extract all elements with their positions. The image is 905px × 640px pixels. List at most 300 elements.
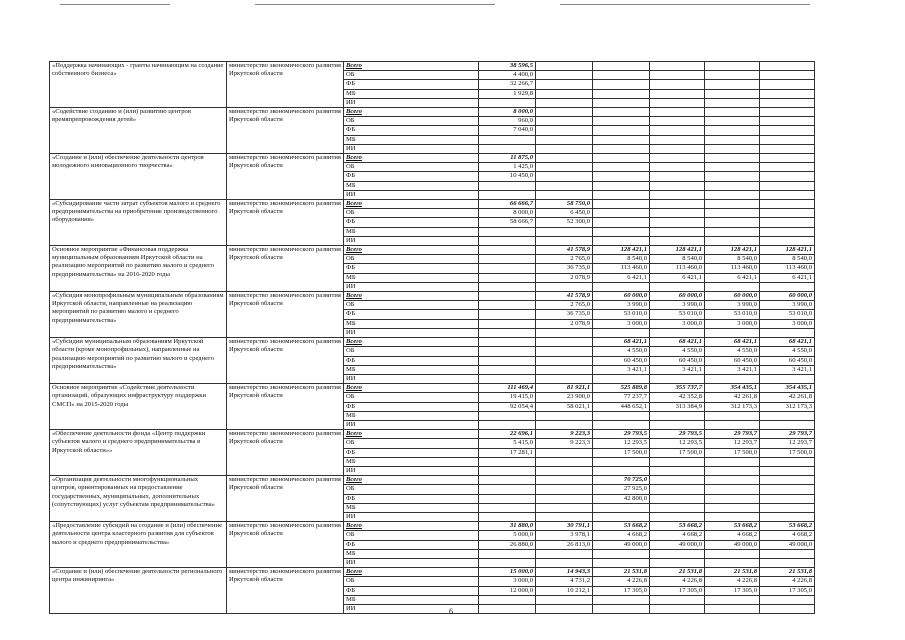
amount-cell: 42 800,0: [593, 494, 650, 503]
amount-cell: [479, 466, 536, 475]
amount-cell: [593, 89, 650, 98]
amount-cell: [650, 218, 705, 227]
amount-cell: 4 226,8: [650, 577, 705, 586]
funding-source: ОБ: [344, 255, 479, 264]
amount-cell: 17 305,0: [760, 586, 815, 595]
funding-source: ИИ: [344, 328, 479, 337]
funding-source: МБ: [344, 227, 479, 236]
amount-cell: [479, 98, 536, 107]
funding-source: МБ: [344, 411, 479, 420]
amount-cell: 4 668,2: [650, 531, 705, 540]
amount-cell: [650, 420, 705, 429]
amount-cell: 12 293,7: [760, 439, 815, 448]
amount-cell: [650, 117, 705, 126]
amount-cell: [479, 292, 536, 301]
amount-cell: [593, 117, 650, 126]
funding-source: Всего: [344, 568, 479, 577]
amount-cell: [593, 62, 650, 71]
amount-cell: [593, 374, 650, 383]
amount-cell: [650, 154, 705, 163]
amount-cell: 4 550,0: [650, 347, 705, 356]
amount-cell: [536, 282, 593, 291]
amount-cell: 3 990,0: [650, 301, 705, 310]
amount-cell: [536, 144, 593, 153]
amount-cell: [760, 420, 815, 429]
funding-source: ОБ: [344, 393, 479, 402]
responsible-executor: министерство экономического развития Иркутской области: [227, 568, 344, 614]
amount-cell: [705, 126, 760, 135]
amount-cell: 17 500,0: [650, 448, 705, 457]
funding-source: Всего: [344, 246, 479, 255]
measure-description: Основное мероприятие «Содействие деятельности организаций, образующих инфраструктуру поддержки СМСП» на 2015-2020 годы: [50, 384, 227, 430]
amount-cell: [479, 338, 536, 347]
amount-cell: 111 469,4: [479, 384, 536, 393]
funding-source: Всего: [344, 476, 479, 485]
amount-cell: 77 237,7: [593, 393, 650, 402]
amount-cell: 3 000,0: [705, 319, 760, 328]
amount-cell: [536, 420, 593, 429]
amount-cell: [536, 476, 593, 485]
funding-source: ИИ: [344, 512, 479, 521]
amount-cell: 3 000,0: [650, 319, 705, 328]
table-row: [50, 384, 815, 393]
amount-cell: 29 793,5: [593, 430, 650, 439]
funding-source: ИИ: [344, 98, 479, 107]
amount-cell: 6 421,1: [705, 273, 760, 282]
amount-cell: 3 000,0: [593, 319, 650, 328]
amount-cell: [760, 117, 815, 126]
amount-cell: 58 021,1: [536, 402, 593, 411]
amount-cell: [650, 163, 705, 172]
amount-cell: [705, 604, 760, 613]
amount-cell: 60 450,0: [650, 356, 705, 365]
amount-cell: [650, 236, 705, 245]
funding-source: ФБ: [344, 494, 479, 503]
amount-cell: 12 293,5: [650, 439, 705, 448]
amount-cell: [705, 466, 760, 475]
amount-cell: [536, 338, 593, 347]
funding-source: МБ: [344, 89, 479, 98]
amount-cell: 68 421,1: [760, 338, 815, 347]
amount-cell: 60 450,0: [593, 356, 650, 365]
amount-cell: [479, 227, 536, 236]
amount-cell: [760, 374, 815, 383]
amount-cell: [536, 374, 593, 383]
amount-cell: [650, 549, 705, 558]
amount-cell: [650, 466, 705, 475]
amount-cell: [479, 273, 536, 282]
amount-cell: 8 540,0: [593, 255, 650, 264]
amount-cell: [760, 494, 815, 503]
amount-cell: 29 793,7: [760, 430, 815, 439]
amount-cell: [760, 163, 815, 172]
responsible-executor: министерство экономического развития Иркутской области: [227, 246, 344, 292]
amount-cell: [536, 62, 593, 71]
amount-cell: [705, 190, 760, 199]
responsible-executor: министерство экономического развития Иркутской области: [227, 200, 344, 246]
top-rule-right: [560, 4, 810, 5]
funding-source: Всего: [344, 522, 479, 531]
amount-cell: [760, 236, 815, 245]
amount-cell: [536, 236, 593, 245]
amount-cell: [705, 328, 760, 337]
amount-cell: 2 765,0: [536, 301, 593, 310]
amount-cell: 12 293,7: [705, 439, 760, 448]
amount-cell: [593, 218, 650, 227]
amount-cell: 3 000,0: [479, 577, 536, 586]
funding-source: Всего: [344, 108, 479, 117]
amount-cell: [593, 154, 650, 163]
amount-cell: 29 793,7: [705, 430, 760, 439]
amount-cell: [593, 80, 650, 89]
amount-cell: 17 305,0: [593, 586, 650, 595]
amount-cell: [705, 512, 760, 521]
top-rule-middle: [255, 4, 495, 5]
amount-cell: [536, 365, 593, 374]
amount-cell: [593, 420, 650, 429]
funding-source: ИИ: [344, 282, 479, 291]
amount-cell: [479, 374, 536, 383]
amount-cell: [536, 494, 593, 503]
amount-cell: [760, 595, 815, 604]
amount-cell: 128 421,1: [650, 246, 705, 255]
amount-cell: [650, 98, 705, 107]
responsible-executor: министерство экономического развития Иркутской области: [227, 108, 344, 154]
amount-cell: [593, 71, 650, 80]
amount-cell: [705, 98, 760, 107]
amount-cell: [760, 209, 815, 218]
amount-cell: [536, 503, 593, 512]
amount-cell: [760, 485, 815, 494]
funding-source: ОБ: [344, 439, 479, 448]
amount-cell: [760, 98, 815, 107]
amount-cell: [536, 485, 593, 494]
amount-cell: [650, 209, 705, 218]
amount-cell: [536, 347, 593, 356]
amount-cell: [705, 144, 760, 153]
amount-cell: [650, 126, 705, 135]
amount-cell: [760, 71, 815, 80]
amount-cell: [536, 154, 593, 163]
amount-cell: [536, 108, 593, 117]
table-row: [50, 246, 815, 255]
funding-source: ФБ: [344, 586, 479, 595]
amount-cell: [479, 595, 536, 604]
amount-cell: 70 725,0: [593, 476, 650, 485]
amount-cell: 9 223,3: [536, 439, 593, 448]
amount-cell: [536, 80, 593, 89]
amount-cell: [650, 494, 705, 503]
amount-cell: [705, 420, 760, 429]
amount-cell: [650, 80, 705, 89]
top-rule-left: [60, 4, 170, 5]
amount-cell: [705, 218, 760, 227]
amount-cell: [650, 476, 705, 485]
amount-cell: 5 415,0: [479, 439, 536, 448]
amount-cell: [593, 558, 650, 567]
amount-cell: [479, 144, 536, 153]
amount-cell: [760, 227, 815, 236]
amount-cell: 21 531,8: [705, 568, 760, 577]
amount-cell: [705, 503, 760, 512]
amount-cell: [705, 80, 760, 89]
funding-source: ФБ: [344, 356, 479, 365]
funding-source: ИИ: [344, 466, 479, 475]
amount-cell: [479, 135, 536, 144]
amount-cell: [536, 117, 593, 126]
amount-cell: [536, 190, 593, 199]
amount-cell: 36 735,0: [536, 310, 593, 319]
amount-cell: [760, 328, 815, 337]
funding-source: ФБ: [344, 264, 479, 273]
funding-source: ФБ: [344, 126, 479, 135]
funding-source: ОБ: [344, 347, 479, 356]
amount-cell: 4 550,0: [705, 347, 760, 356]
amount-cell: [650, 512, 705, 521]
funding-source: МБ: [344, 549, 479, 558]
amount-cell: [705, 200, 760, 209]
amount-cell: 68 421,1: [650, 338, 705, 347]
amount-cell: [760, 466, 815, 475]
amount-cell: 15 000,0: [479, 568, 536, 577]
measure-description: «Создание и (или) обеспечение деятельности центров молодежного инновационного творчества»: [50, 154, 227, 200]
amount-cell: [479, 190, 536, 199]
amount-cell: [650, 457, 705, 466]
amount-cell: [705, 172, 760, 181]
amount-cell: [479, 264, 536, 273]
funding-source: Всего: [344, 292, 479, 301]
amount-cell: 4 400,0: [479, 71, 536, 80]
amount-cell: [760, 126, 815, 135]
amount-cell: [479, 301, 536, 310]
amount-cell: 58 666,7: [479, 218, 536, 227]
amount-cell: [479, 246, 536, 255]
amount-cell: [705, 71, 760, 80]
amount-cell: [536, 549, 593, 558]
responsible-executor: министерство экономического развития Иркутской области: [227, 476, 344, 522]
measure-description: «Субсидия монопрофильным муниципальным образованиям Иркутской области, направленные на реализацию мероприятий по развитию малого и среднего предпринимательства»: [50, 292, 227, 338]
funding-source: ОБ: [344, 163, 479, 172]
amount-cell: [650, 71, 705, 80]
amount-cell: [705, 89, 760, 98]
measure-description: «Поддержка начинающих - гранты начинающим на создание собственного бизнеса»: [50, 62, 227, 108]
table-row: [50, 108, 815, 117]
amount-cell: 60 000,0: [650, 292, 705, 301]
amount-cell: [705, 135, 760, 144]
amount-cell: 4 226,8: [593, 577, 650, 586]
amount-cell: 3 990,0: [705, 301, 760, 310]
amount-cell: 5 000,0: [479, 531, 536, 540]
amount-cell: 41 578,9: [536, 246, 593, 255]
amount-cell: [760, 411, 815, 420]
amount-cell: 8 540,0: [650, 255, 705, 264]
amount-cell: 53 668,2: [650, 522, 705, 531]
amount-cell: [760, 512, 815, 521]
amount-cell: 313 384,9: [650, 402, 705, 411]
amount-cell: [479, 181, 536, 190]
amount-cell: 30 791,1: [536, 522, 593, 531]
responsible-executor: министерство экономического развития Иркутской области: [227, 522, 344, 568]
amount-cell: 53 668,2: [760, 522, 815, 531]
funding-source: МБ: [344, 595, 479, 604]
amount-cell: [760, 62, 815, 71]
amount-cell: 81 921,1: [536, 384, 593, 393]
funding-source: Всего: [344, 338, 479, 347]
amount-cell: 68 421,1: [593, 338, 650, 347]
amount-cell: [593, 144, 650, 153]
amount-cell: 3 421,1: [760, 365, 815, 374]
amount-cell: [479, 503, 536, 512]
amount-cell: [479, 347, 536, 356]
amount-cell: [650, 485, 705, 494]
amount-cell: 6 450,0: [536, 209, 593, 218]
amount-cell: [593, 549, 650, 558]
amount-cell: [705, 476, 760, 485]
amount-cell: 4 668,2: [760, 531, 815, 540]
measure-description: «Обеспечение деятельности фонда «Центр поддержки субъектов малого и среднего предпринимательства в Иркутской области»»: [50, 430, 227, 476]
amount-cell: 7 040,0: [479, 126, 536, 135]
amount-cell: [760, 80, 815, 89]
amount-cell: 3 000,0: [760, 319, 815, 328]
amount-cell: 27 925,0: [593, 485, 650, 494]
amount-cell: 53 010,0: [650, 310, 705, 319]
amount-cell: [705, 163, 760, 172]
funding-source: МБ: [344, 365, 479, 374]
amount-cell: 3 421,1: [705, 365, 760, 374]
amount-cell: 23 900,0: [536, 393, 593, 402]
amount-cell: 11 875,0: [479, 154, 536, 163]
amount-cell: [705, 154, 760, 163]
amount-cell: [536, 172, 593, 181]
funding-source: МБ: [344, 181, 479, 190]
table-row: [50, 568, 815, 577]
amount-cell: [593, 236, 650, 245]
funding-source: ОБ: [344, 577, 479, 586]
amount-cell: [760, 549, 815, 558]
amount-cell: 354 435,1: [760, 384, 815, 393]
funding-source: ИИ: [344, 420, 479, 429]
amount-cell: 10 450,0: [479, 172, 536, 181]
funding-source: ОБ: [344, 485, 479, 494]
amount-cell: [760, 457, 815, 466]
funding-source: ИИ: [344, 558, 479, 567]
amount-cell: [536, 163, 593, 172]
amount-cell: [536, 466, 593, 475]
measure-description: «Содействие созданию и (или) развитию центров времяпрепровождения детей»: [50, 108, 227, 154]
measure-description: «Предоставление субсидий на создание и (или) обеспечение деятельности центра кластерного развития для субъектов малого и среднего предпринимательства»: [50, 522, 227, 568]
amount-cell: 12 293,5: [593, 439, 650, 448]
amount-cell: [650, 108, 705, 117]
amount-cell: 42 261,8: [760, 393, 815, 402]
amount-cell: 53 010,0: [705, 310, 760, 319]
amount-cell: [705, 485, 760, 494]
measure-description: Основное мероприятие «Финансовая поддержка муниципальным образованиям Иркутской области на реализацию мероприятий по развитию малого и среднего предпринимательства» на 2016-2020 годы: [50, 246, 227, 292]
amount-cell: 17 500,0: [593, 448, 650, 457]
amount-cell: [479, 604, 536, 613]
amount-cell: [479, 328, 536, 337]
responsible-executor: министерство экономического развития Иркутской области: [227, 338, 344, 384]
amount-cell: [593, 503, 650, 512]
amount-cell: [650, 144, 705, 153]
amount-cell: 355 737,7: [650, 384, 705, 393]
amount-cell: [536, 595, 593, 604]
amount-cell: 53 010,0: [760, 310, 815, 319]
amount-cell: 3 978,1: [536, 531, 593, 540]
amount-cell: [705, 549, 760, 558]
funding-source: ФБ: [344, 218, 479, 227]
funding-source: ОБ: [344, 117, 479, 126]
amount-cell: 8 000,0: [479, 209, 536, 218]
amount-cell: 66 666,7: [479, 200, 536, 209]
funding-source: ИИ: [344, 236, 479, 245]
amount-cell: [650, 62, 705, 71]
amount-cell: [479, 356, 536, 365]
amount-cell: 113 460,0: [760, 264, 815, 273]
amount-cell: 53 668,2: [705, 522, 760, 531]
amount-cell: [650, 374, 705, 383]
amount-cell: 92 054,4: [479, 402, 536, 411]
amount-cell: 4 668,2: [593, 531, 650, 540]
amount-cell: 525 889,8: [593, 384, 650, 393]
measure-description: «Субсидирование части затрат субъектов малого и среднего предпринимательства на приобретение производственного оборудования»: [50, 200, 227, 246]
amount-cell: [760, 503, 815, 512]
funding-source: ФБ: [344, 402, 479, 411]
amount-cell: [650, 89, 705, 98]
amount-cell: [593, 98, 650, 107]
amount-cell: 9 223,3: [536, 430, 593, 439]
amount-cell: [593, 411, 650, 420]
amount-cell: 17 281,1: [479, 448, 536, 457]
amount-cell: [536, 512, 593, 521]
funding-source: Всего: [344, 384, 479, 393]
amount-cell: 2 765,0: [536, 255, 593, 264]
amount-cell: 53 010,0: [593, 310, 650, 319]
amount-cell: [705, 108, 760, 117]
funding-source: ОБ: [344, 301, 479, 310]
amount-cell: [593, 466, 650, 475]
amount-cell: 113 460,0: [650, 264, 705, 273]
amount-cell: 354 435,1: [705, 384, 760, 393]
amount-cell: [536, 356, 593, 365]
amount-cell: 12 000,0: [479, 586, 536, 595]
amount-cell: 312 173,3: [705, 402, 760, 411]
funding-source: ФБ: [344, 80, 479, 89]
amount-cell: [705, 374, 760, 383]
amount-cell: [479, 310, 536, 319]
amount-cell: [760, 282, 815, 291]
amount-cell: [593, 135, 650, 144]
amount-cell: [705, 494, 760, 503]
amount-cell: 4 226,8: [705, 577, 760, 586]
amount-cell: [593, 163, 650, 172]
funding-source: МБ: [344, 503, 479, 512]
amount-cell: [593, 200, 650, 209]
amount-cell: [705, 209, 760, 218]
funding-source: МБ: [344, 273, 479, 282]
funding-source: Всего: [344, 200, 479, 209]
amount-cell: [479, 549, 536, 558]
amount-cell: [705, 227, 760, 236]
amount-cell: 6 421,1: [593, 273, 650, 282]
amount-cell: 960,0: [479, 117, 536, 126]
page-number: 6: [449, 607, 453, 616]
amount-cell: [760, 604, 815, 613]
amount-cell: [650, 181, 705, 190]
amount-cell: [705, 595, 760, 604]
responsible-executor: министерство экономического развития Иркутской области: [227, 292, 344, 338]
amount-cell: [479, 485, 536, 494]
funding-source: ИИ: [344, 604, 479, 613]
